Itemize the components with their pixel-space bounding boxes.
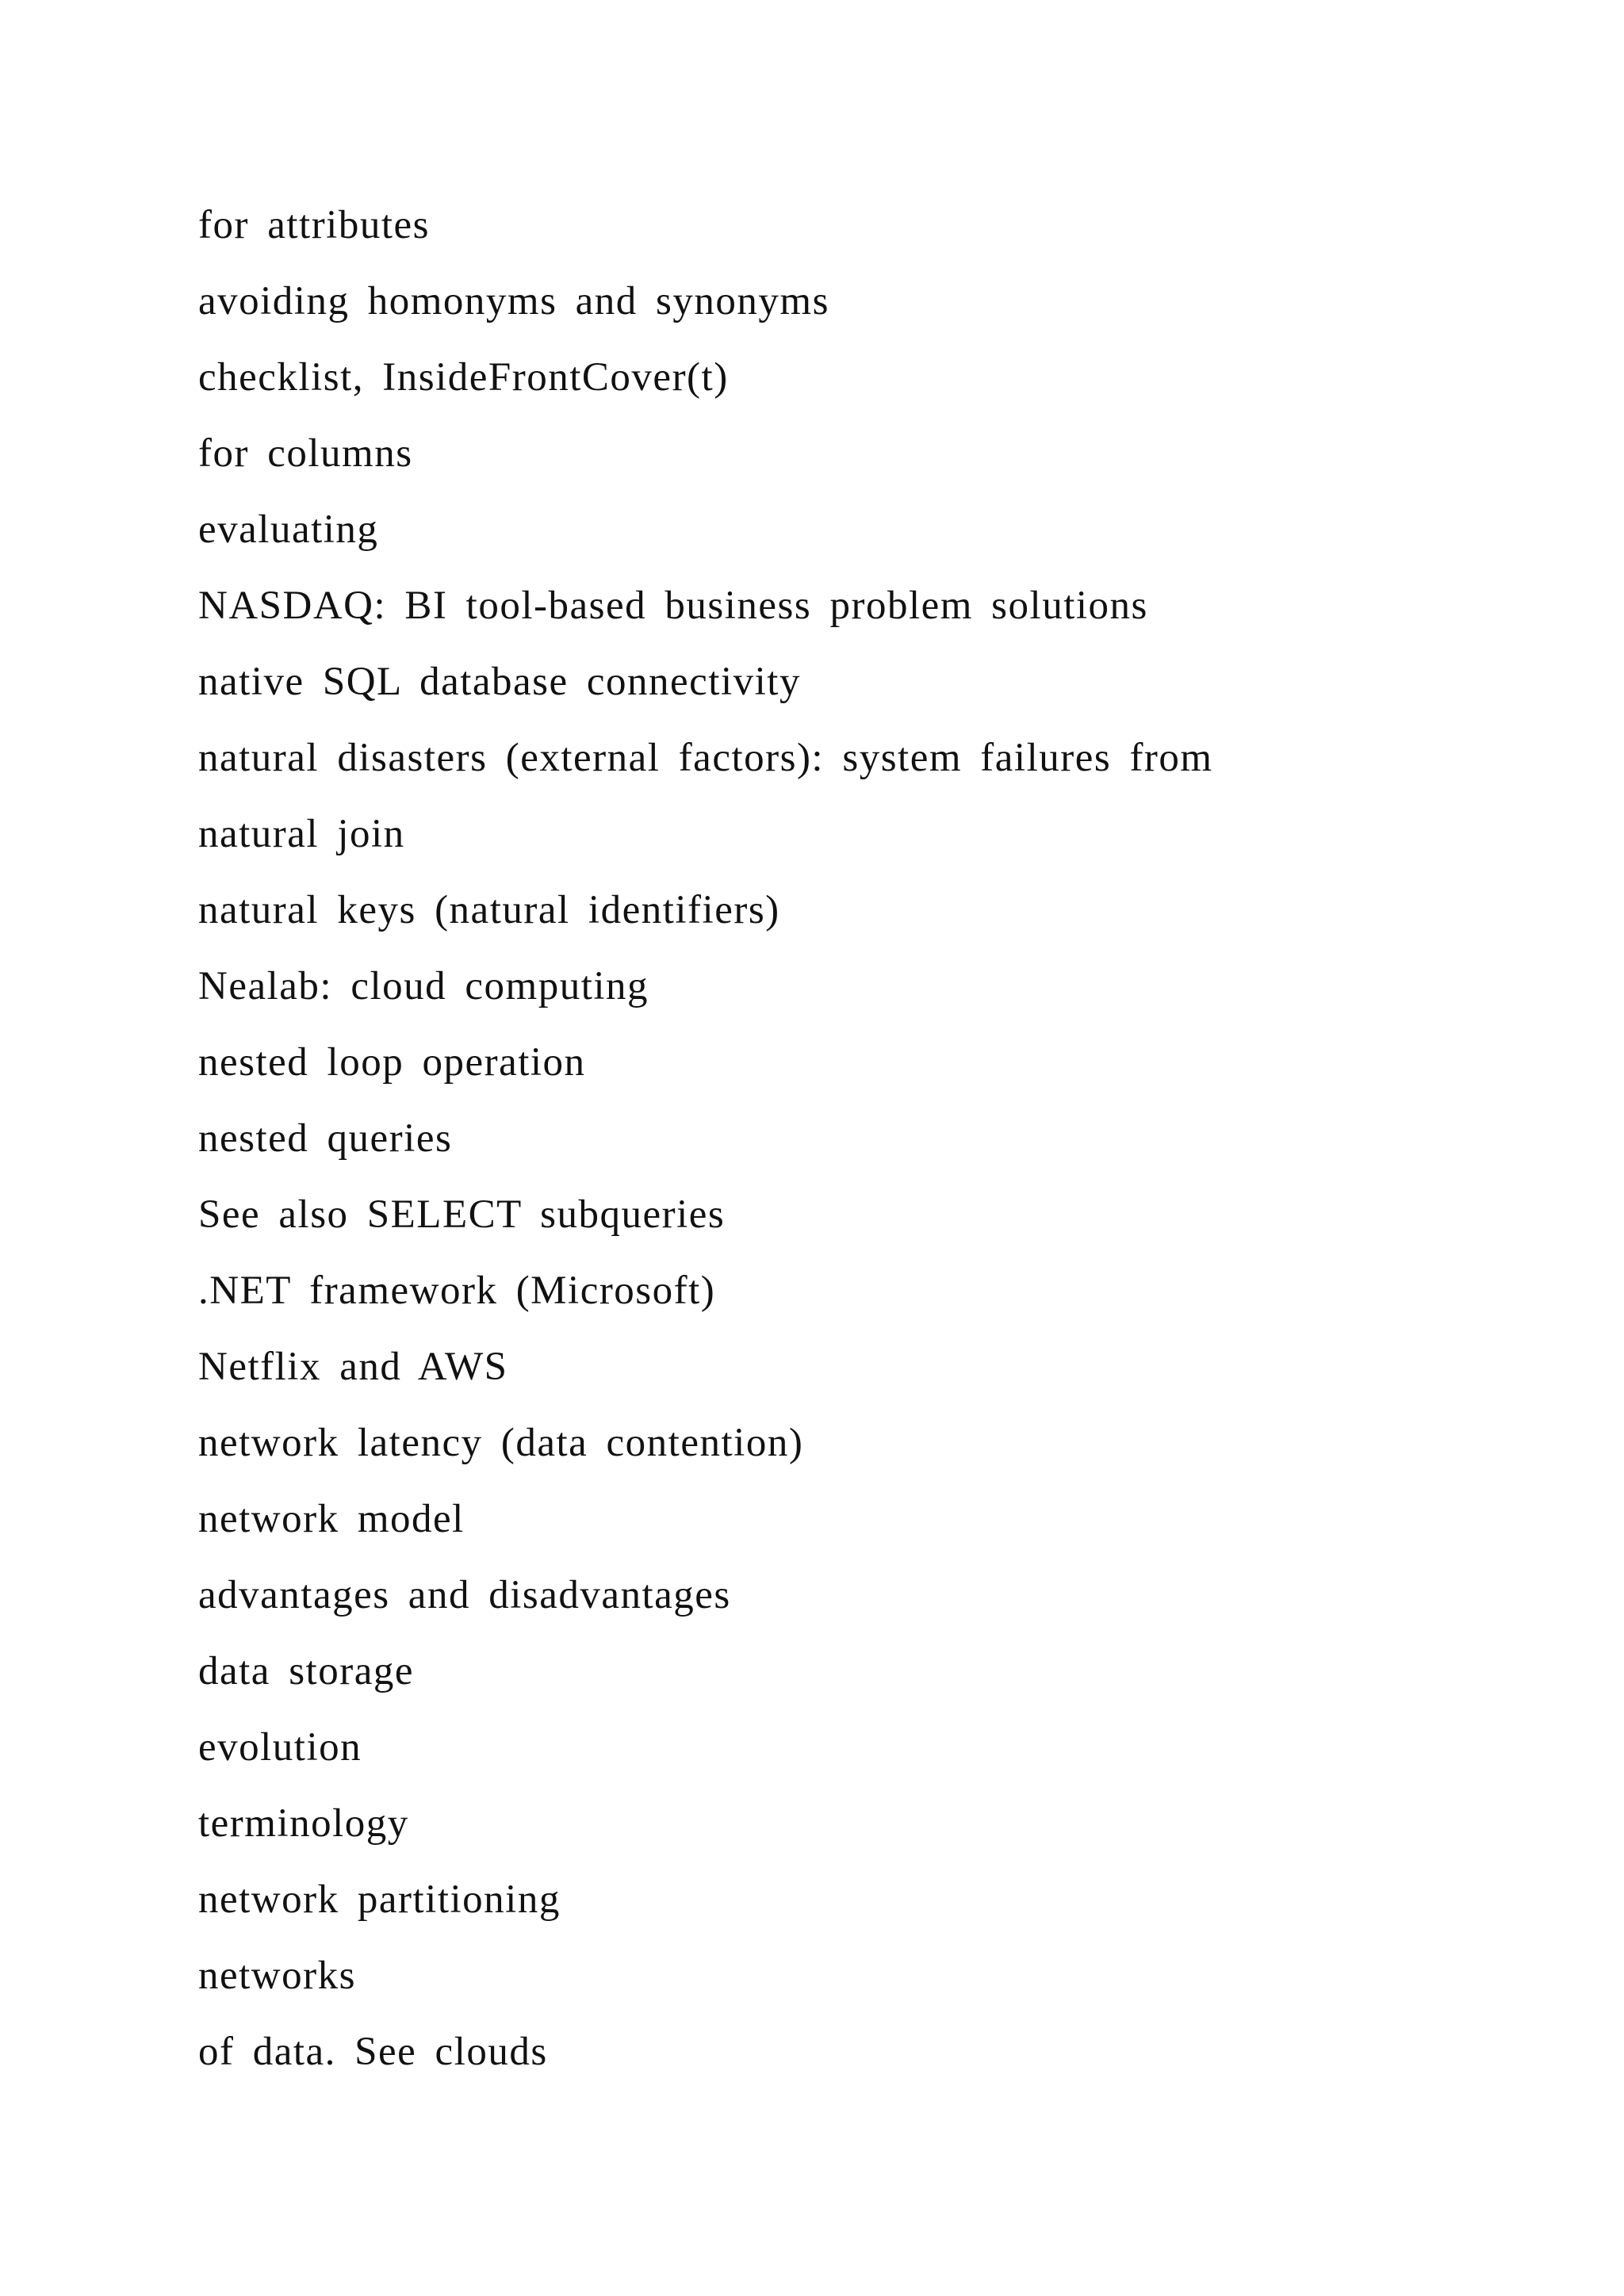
index-entry: Netflix and AWS [198,1345,508,1389]
index-entry: of data. See clouds [198,2030,548,2074]
index-list [198,187,1213,2090]
index-entry: terminology [198,1801,409,1846]
index-entry: for attributes [198,203,430,247]
index-entry: checklist, InsideFrontCover(t) [198,355,729,400]
index-entry: See also SELECT subqueries [198,1192,726,1237]
index-entry: nested queries [198,1116,453,1161]
index-entry: avoiding homonyms and synonyms [198,279,829,323]
index-entry: for columns [198,431,413,476]
index-entry: native SQL database connectivity [198,660,801,704]
index-entry: Nealab: cloud computing [198,964,649,1008]
index-entry: network model [198,1497,465,1541]
index-entry: natural disasters (external factors): system failures from [198,736,1213,780]
index-entry: network latency (data contention) [198,1421,804,1465]
index-entry: natural keys (natural identifiers) [198,888,780,932]
index-entry: evolution [198,1725,362,1770]
index-entry: network partitioning [198,1877,561,1922]
index-entry: advantages and disadvantages [198,1573,731,1617]
index-entry: evaluating [198,507,379,552]
index-entry: .NET framework (Microsoft) [198,1269,716,1313]
index-entry: nested loop operation [198,1040,586,1085]
index-entry: NASDAQ: BI tool-based business problem solutions [198,584,1148,628]
index-entry: natural join [198,812,405,856]
index-entry: data storage [198,1649,414,1693]
index-entry: networks [198,1954,356,1998]
